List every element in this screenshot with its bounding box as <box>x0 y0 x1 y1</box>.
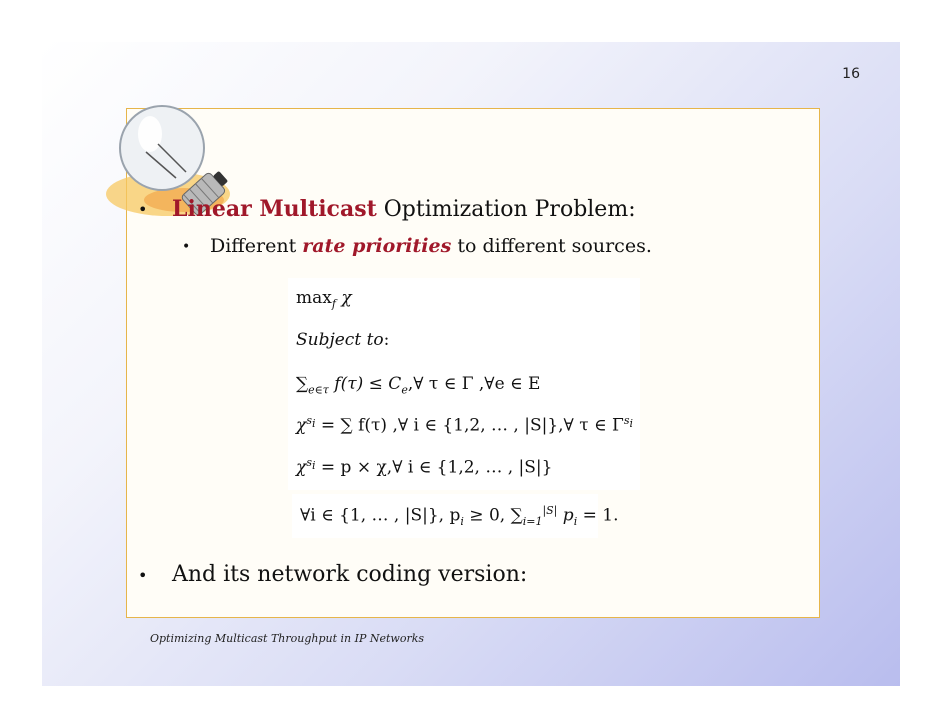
formula-priority-sum: ∀i ∈ {1, … , |S|}, $p_i \ge 0$, $\sum_{i=1}^{|S|}$ $p_i = 1$. <box>300 504 619 529</box>
formula-normalization <box>292 494 619 538</box>
sub-bullet-emphasis: rate priorities <box>302 235 452 257</box>
formula-capacity-constraint: $\sum_{e\in\tau}$ $f(\tau) \le C_e,\forall$ τ ∈ Γ ,∀e ∈ E <box>296 374 541 397</box>
formula-objective: $\max_f \chi$ <box>296 288 352 311</box>
sub-bullet-rate-priorities <box>182 235 652 257</box>
sub-bullet-text-post: to different sources. <box>451 235 652 257</box>
formula-priority: $\chi^{s_i} = p$ × χ,∀ i ∈ {1,2, … , |S|} <box>296 456 553 478</box>
slide <box>42 42 900 686</box>
sub-bullet-text-pre: Different <box>210 235 303 257</box>
formula-subject-to: Subject to: <box>296 330 390 350</box>
bullet-dot: • <box>138 200 148 219</box>
bullet-dot: • <box>182 239 191 255</box>
bullet-linear-multicast <box>138 196 636 222</box>
footer-title: Optimizing Multicast Throughput in IP Networks <box>150 632 425 645</box>
formula-rate-sum: $\chi^{s_i}$ = ∑ f(τ) ,∀ i ∈ {1,2, … , |S|},∀ τ ∈ $\Gamma^{s_i}$ <box>296 414 633 436</box>
bullet-text: Optimization Problem: <box>376 197 636 222</box>
bullet-dot: • <box>138 566 148 585</box>
bullet-network-coding <box>138 562 528 587</box>
bullet-text: And its network coding version: <box>172 562 528 587</box>
formula-block <box>288 278 640 490</box>
bullet-accent-text: Linear Multicast <box>172 196 377 222</box>
page-number: 16 <box>842 66 860 82</box>
